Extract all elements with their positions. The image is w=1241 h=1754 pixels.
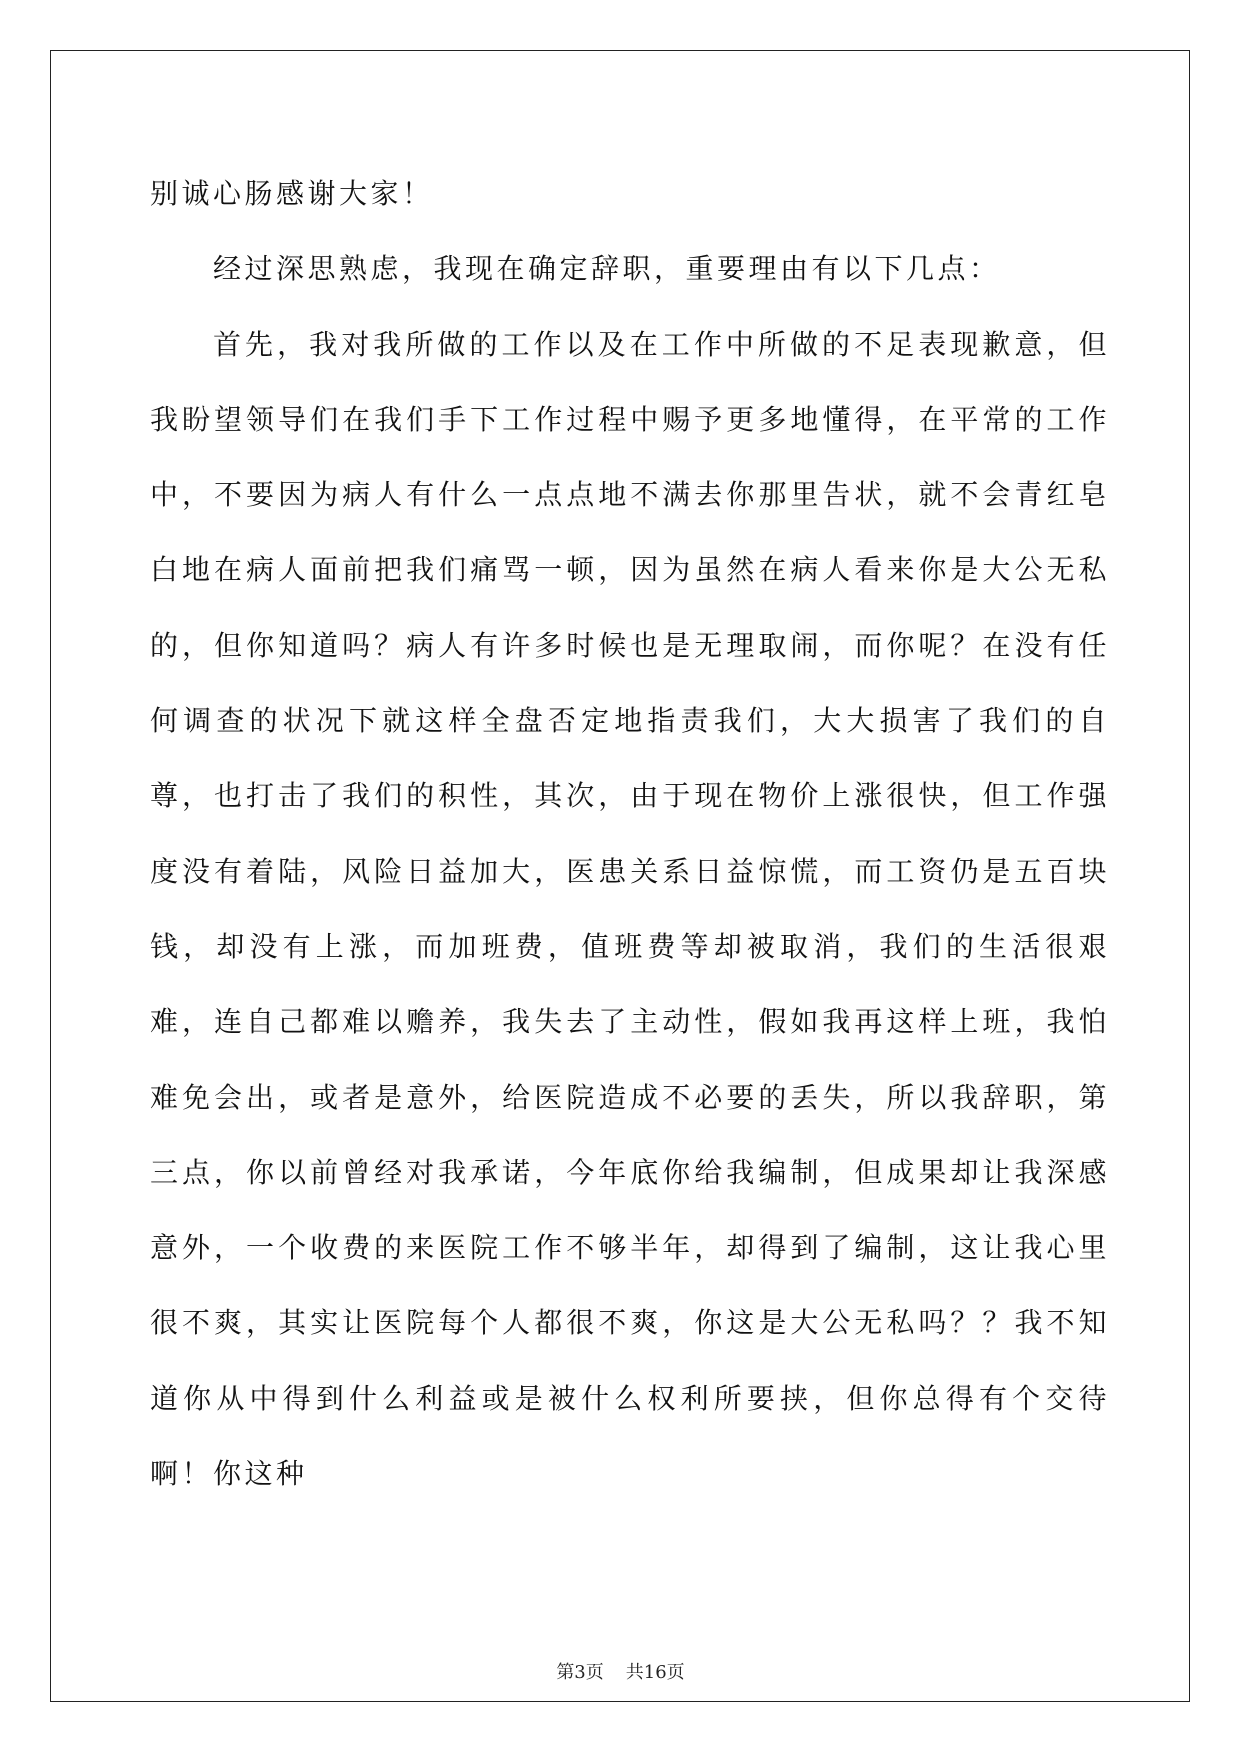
page-footer [0,1661,1241,1685]
paragraph-2: 经过深思熟虑，我现在确定辞职，重要理由有以下几点： [213,252,1001,286]
paragraph-1: 别诚心肠感谢大家！ [150,177,434,210]
page-total: 共16页 [625,1662,685,1683]
document-body [150,156,1110,1511]
paragraph-3: 首先，我对我所做的工作以及在工作中所做的不足表现歉意，但我盼望领导们在我们手下工作过程中赐予更多地懂得，在平常的工作中，不要因为病人有什么一点点地不满去你那里告状，就不会青红皂白地在病人面前把我们痛骂一顿，因为虽然在病人看来你是大公无私的，但你知道吗？病人有许多时候也是无理取闹，而你呢？在没有任何调查的状况下就这样全盘否定地指责我们，大大损害了我们的自尊，也打击了我们的积性，其次，由于现在物价上涨很快，但工作强度没有着陆，风险日益加大，医患关系日益惊慌，而工资仍是五百块钱，却没有上涨，而加班费，值班费等却被取消，我们的生活很艰难，连自己都难以赡养，我失去了主动性，假如我再这样上班，我怕难免会出，或者是意外，给医院造成不必要的丢失，所以我辞职，第三点，你以前曾经对我承诺，今年底你给我编制，但成果却让我深感意外，一个收费的来医院工作不够半年，却得到了编制，这让我心里很不爽，其实让医院每个人都很不爽，你这是大公无私吗？？我不知道你从中得到什么利益或是被什么权利所要挟，但你总得有个交待啊！你这种 [150,327,1110,1491]
page-number: 第3页 [556,1662,604,1683]
